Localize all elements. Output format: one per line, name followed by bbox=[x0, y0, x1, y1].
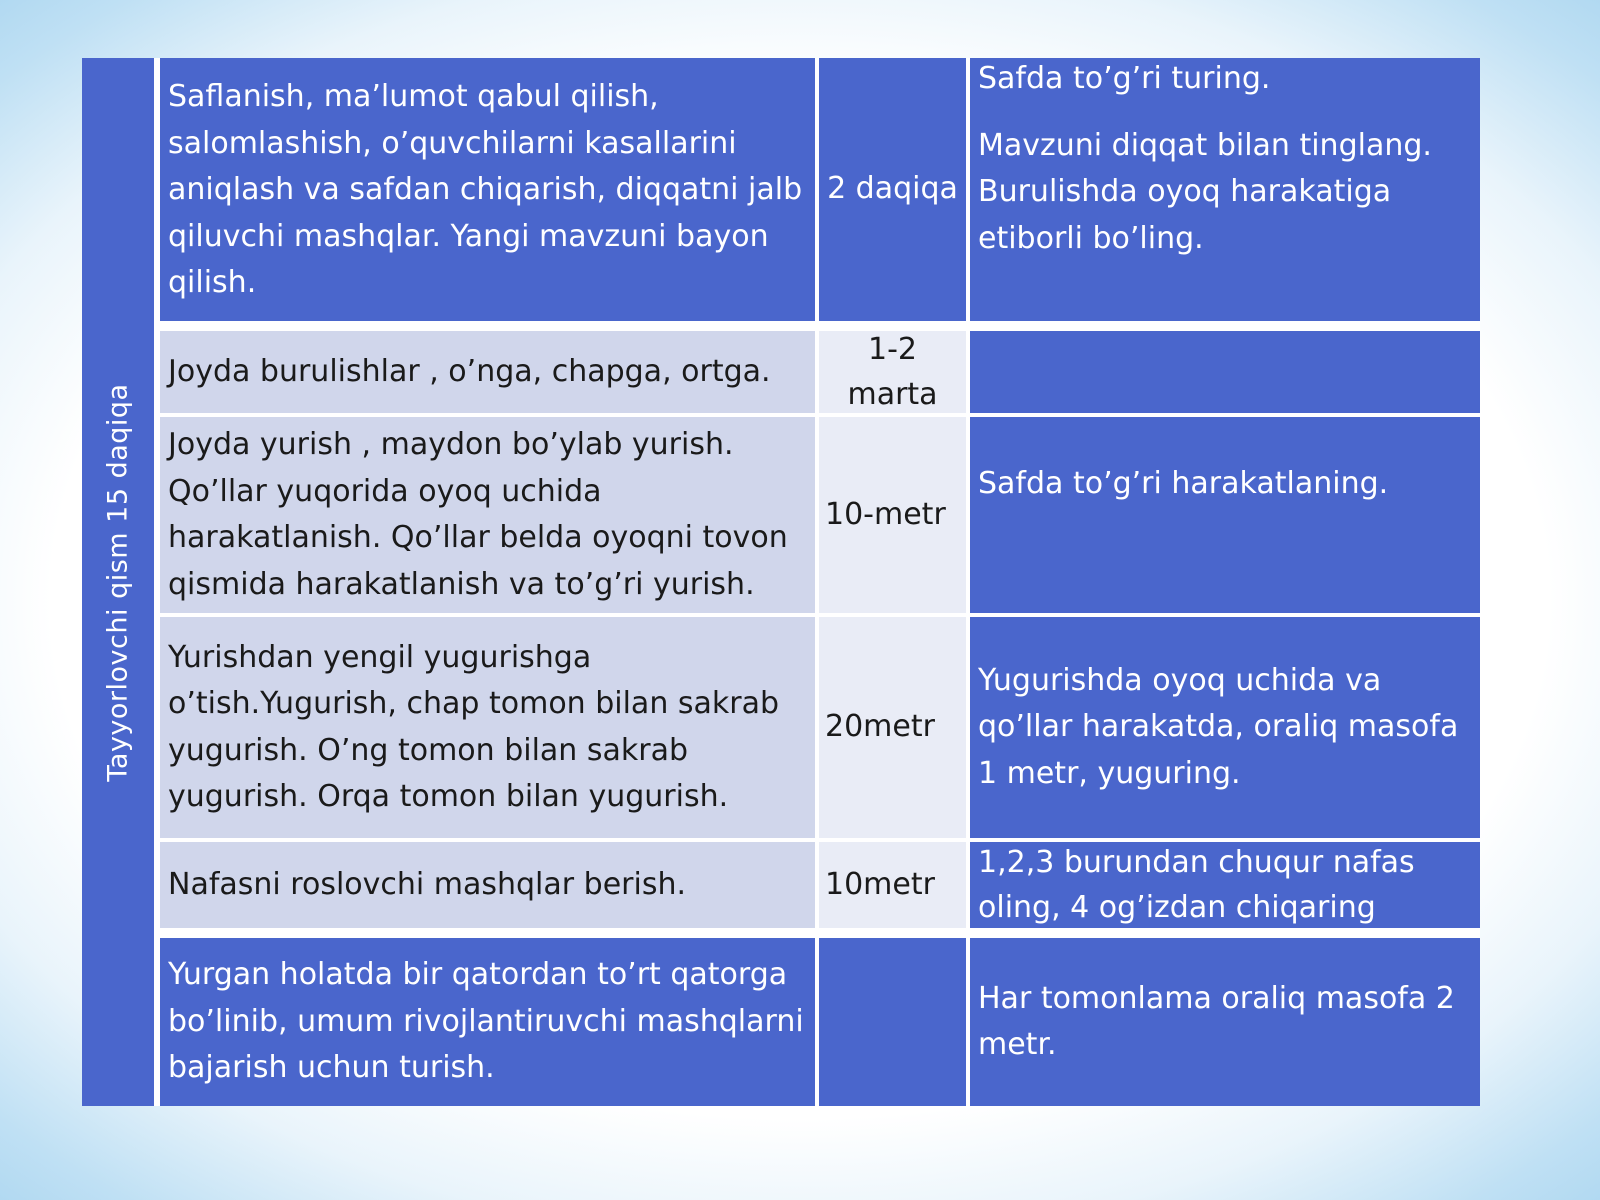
row-3-note-text: Safda to’g’ri harakatlaning. bbox=[978, 466, 1389, 501]
row-4-dose-text: 20metr bbox=[825, 709, 935, 745]
row-4-dose bbox=[819, 617, 966, 838]
lesson-plan-table bbox=[82, 58, 1480, 1106]
row-3-activity-text: Joyda yurish , maydon bo’ylab yurish. Qo’llar yuqorida oyoq uchida harakatlanish. Qo’llar belda oyoqni tovon qismida harakatlanish va to’g’ri yurish. bbox=[168, 427, 788, 602]
row-1-activity bbox=[160, 58, 815, 321]
row-2-note bbox=[970, 331, 1480, 413]
row-4-note bbox=[970, 617, 1480, 838]
row-5-activity-text: Nafasni roslovchi mashqlar berish. bbox=[168, 866, 686, 902]
row-3-dose-text: 10-metr bbox=[825, 496, 946, 532]
section-label-cell bbox=[82, 58, 154, 1106]
row-1-note-line-2: Mavzuni diqqat bilan tinglang. Burulishda oyoq harakatiga etiborli bo’ling. bbox=[978, 127, 1432, 256]
row-1-activity-text: Saflanish, ma’lumot qabul qilish, salomlashish, o’quvchilarni kasallarini aniqlash va safdan chiqarish, diqqatni jalb qiluvchi mashqlar. Yangi mavzuni bayon qilish. bbox=[168, 79, 803, 300]
row-5-activity bbox=[160, 842, 815, 928]
row-5-note-text: 1,2,3 burundan chuqur nafas oling, 4 og’izdan chiqaring bbox=[978, 845, 1415, 925]
row-3-dose bbox=[819, 417, 966, 613]
row-5-dose bbox=[819, 842, 966, 928]
row-5-note bbox=[970, 842, 1480, 928]
row-6-activity-text: Yurgan holatda bir qatordan to’rt qatorga bo’linib, umum rivojlantiruvchi mashqlarni bajarish uchun turish. bbox=[168, 957, 804, 1086]
section-label: Tayyorlovchi qism 15 daqiqa bbox=[102, 382, 134, 782]
row-6-activity bbox=[160, 938, 815, 1106]
row-1-note bbox=[970, 58, 1480, 321]
row-1-dose bbox=[819, 58, 966, 321]
row-3-activity bbox=[160, 417, 815, 613]
row-1-dose-text: 2 daqiqa bbox=[827, 171, 958, 207]
row-2-dose-text: 1-2 marta bbox=[847, 332, 938, 412]
row-6-note bbox=[970, 938, 1480, 1106]
row-4-activity-text: Yurishdan yengil yugurishga o’tish.Yugurish, chap tomon bilan sakrab yugurish. O’ng tomon bilan sakrab yugurish. Orqa tomon bilan yugurish. bbox=[168, 639, 780, 814]
row-6-dose bbox=[819, 938, 966, 1106]
row-2-dose bbox=[819, 331, 966, 413]
row-6-note-text: Har tomonlama oraliq masofa 2 metr. bbox=[978, 980, 1455, 1062]
row-4-activity bbox=[160, 617, 815, 838]
row-5-dose-text: 10metr bbox=[825, 866, 935, 902]
row-2-activity bbox=[160, 331, 815, 413]
row-4-note-text: Yugurishda oyoq uchida va qo’llar harakatda, oraliq masofa 1 metr, yuguring. bbox=[978, 662, 1459, 791]
row-2-activity-text: Joyda burulishlar , o’nga, chapga, ortga. bbox=[168, 353, 771, 389]
row-3-note bbox=[970, 417, 1480, 613]
row-1-note-line-1: Safda to’g’ri turing. bbox=[978, 61, 1271, 96]
